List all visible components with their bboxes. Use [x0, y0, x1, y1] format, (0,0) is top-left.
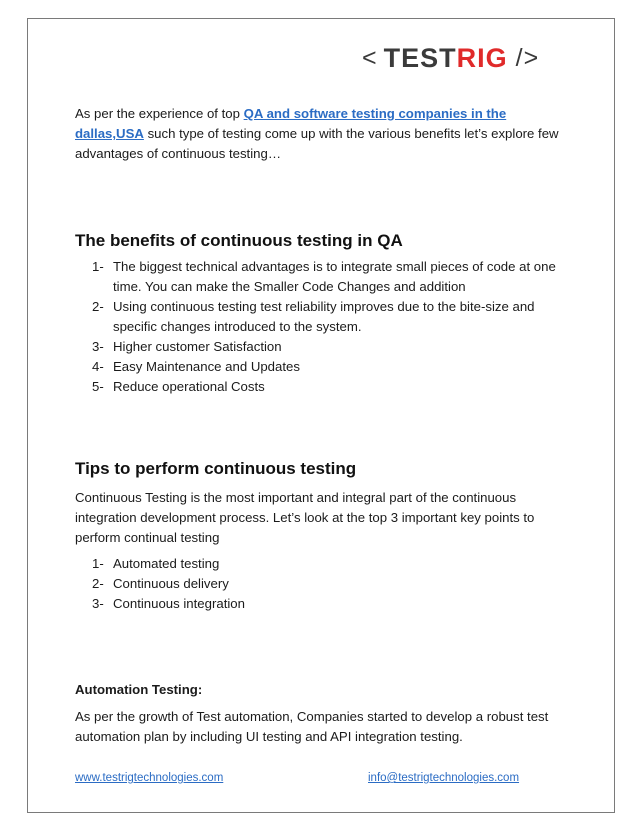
logo-open-bracket: <	[362, 43, 378, 72]
list-item: 2- Using continuous testing test reliability improves due to the bite-size and specific changes introduced to the system.	[92, 299, 535, 334]
tips-section	[75, 458, 560, 614]
list-item: 3- Continuous integration	[92, 596, 245, 611]
benefits-section	[75, 230, 560, 397]
benefits-list	[75, 257, 560, 397]
logo-close-bracket: />	[515, 43, 540, 72]
list-item: 1- The biggest technical advantages is to integrate small pieces of code at one time. You can make the Smaller Code Changes and addition	[92, 259, 556, 294]
intro-suffix: such type of testing come up with the various benefits let’s explore few advantages of continuous testing…	[75, 126, 559, 161]
list-item: 3- Higher customer Satisfaction	[92, 339, 282, 354]
footer-website-link[interactable]: www.testrigtechnologies.com	[75, 772, 224, 784]
intro-paragraph	[75, 104, 560, 164]
list-item: 1- Automated testing	[92, 556, 220, 571]
automation-section	[75, 680, 560, 747]
benefits-heading: The benefits of continuous testing in QA	[75, 231, 403, 250]
logo-text-rig: RIG	[456, 42, 508, 73]
automation-heading: Automation Testing:	[75, 682, 203, 697]
footer-email-link[interactable]: info@testrigtechnologies.com	[368, 772, 520, 784]
list-item: 4- Easy Maintenance and Updates	[92, 359, 300, 374]
list-item: 2- Continuous delivery	[92, 576, 229, 591]
qa-companies-link[interactable]: QA and software testing companies in the dallas,USA	[75, 106, 507, 141]
logo-text-test: TEST	[383, 42, 457, 73]
tips-paragraph: Continuous Testing is the most important and integral part of the continuous integration development process. Let’s look at the top 3 important key points to perform continual testing	[75, 490, 535, 545]
intro-prefix: As per the experience of top	[75, 106, 244, 121]
automation-paragraph: As per the growth of Test automation, Companies started to develop a robust test automation plan by including UI testing and API integration testing.	[75, 709, 549, 744]
testrig-logo	[362, 40, 539, 76]
list-item: 5- Reduce operational Costs	[92, 379, 265, 394]
tips-list	[75, 554, 560, 614]
intro-section	[75, 104, 560, 164]
tips-heading: Tips to perform continuous testing	[75, 459, 357, 478]
